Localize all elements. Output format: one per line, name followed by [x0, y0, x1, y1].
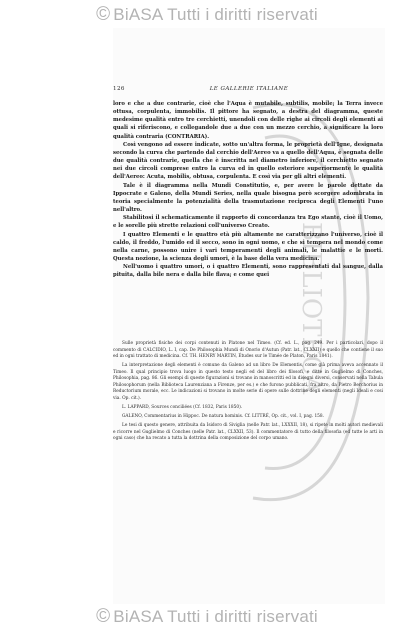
running-title: LE GALLERIE ITALIANE	[209, 86, 289, 92]
footnote: L. LAPPARD, Sources conciliées (Cf. 1832, Paris 1850).	[122, 405, 243, 411]
footnote: La interpretazione degli elementi è comune da Galeno ad un libro De Elementis, come già prima aveva accennato il Timeo. Il qual principio trova luogo in questo testo negli ed del libro dei filosofi, e ditte in Guglielmo di Conches, Philosophia, pag. 86. Gli esempi di queste figurazioni si trovano in manoscritti ed in disegni diversi, conservati nella Tabula Philosophorum (nella Biblioteca Laurenziana a Firenze, per es.) e che furono pubblicati, fra altro, da Pietro Berchorius in Reductorium morale, ecc. Le indicazioni si trovano in molte serie di opere sulle dottrine degli elementi (negli Ideali e cosi via. Op. cit.).	[113, 363, 383, 401]
paragraph: I quattro Elementi e le quattro età più altamente ne caratterizzano l'universo, cioè il caldo, il freddo, l'umido ed il secco, sono in ogni uomo, e che si tempera nel mondo come nella carne, possono unire i vari temperamenti degli animali, le malattie e le morti. Questa nozione, la scienza degli umori, è la base della vera medicina.	[113, 231, 383, 262]
paragraph: Nell'uomo i quattro umori, o i quattro Elementi, sono rappresentati dal sangue, dalla pituita, dalla bile nera e dalla bile flava; e come quei	[113, 264, 383, 279]
scanned-page	[113, 28, 385, 604]
paragraph: Stabilitosi il schematicamente il rapporto di concordanza tra Ego stante, cioè il Uomo, e le sorelle più strette relazioni coll'universo Creato.	[113, 215, 383, 230]
paragraph: Così vengono ad essere indicate, sotto un'altra forma, le proprietà dell'Igne, designata secondo la curva che partendo dal cerchio dell'Aereo va a quello dell'Aqua, è segnata delle due qualità contrarie, quella che è inscritta nel diametro inferiore, il cerchietto segnato nei due circoli comprese entro la curva ed in quello esteriore superiormente le qualità dell'Aereo: Acuta, mobilis, obtusa, corpulenta. E così via per gli altri elementi.	[113, 141, 383, 181]
footnote: Le tesi di questo genere, attribuita da Isidoro di Siviglia (nelle Patr. lat., LXXXII, 18), si ripete in molti autori medievali e ricorre nel Guglielmo di Conches (nelle Patr. lat., CLXXII, 53). Il commentatore di tutto della filosofia (ed tutte le arti in ogni caso) che ha recato a tutta la dottrina della composizione del corpo umano.	[113, 423, 383, 442]
paragraph: Tale è il diagramma nella Mundi Constitutio, e, per avere le parole dettate da Ippocrate e Galeno, della Mundi Series, nella quale bisogna però scorgere adombrata in teoria specialmente la potenzialità della trasmutazione reciproca degli Elementi l'uno nell'altro.	[113, 182, 383, 214]
page-header	[113, 86, 383, 92]
footnote: Sulle proprietà fisiche dei corpi contenuti in Platone nel Timeo. (Cf. ed. L., pag. 249. Per i particolari, dopo il commento di CALCIDIO, L. I, cap. De Philosophia Mundi di Onorio d'Autun (Patr. lat., CLXXII) e quello che contiene il suo ed in ogni trattato di medicina. Cf. TH. HENRY MARTIN, Études sur le Timée de Platon, Paris 1841).	[113, 341, 383, 360]
footnotes	[113, 341, 383, 446]
watermark-text: BiASA Tutti i diritti riservati	[113, 5, 318, 24]
watermark-banner-bottom	[0, 604, 414, 630]
footnote: GALENO, Commentarius in Hippoc. De natura hominis. Cf. LITTRÉ, Op. cit., vol. I, pag. 158.	[122, 414, 325, 420]
paragraph: loro e che a due contrarie, cioè che l'Aqua è mutabile, subtilis, mobile; la Terra invece ottusa, corpulenta, immobilis. Il pittore ha segnato, a destra del diagramma, queste medesime qualità entro tre cerchietti, unendoli con delle righe ai circoli degli elementi ai quali si riferiscono, e collegandole due a due con un mezzo cerchio, a significare la loro qualità contraria (CONTRARIA).	[113, 101, 383, 140]
copyright-icon: ©	[96, 606, 111, 627]
watermark-banner-top	[0, 2, 414, 28]
main-text	[113, 100, 383, 279]
page-number: 126	[113, 86, 125, 92]
stamp-text: BIBLIOTECA	[296, 221, 326, 395]
watermark-text: BiASA Tutti i diritti riservati	[113, 607, 318, 626]
copyright-icon: ©	[96, 4, 111, 25]
